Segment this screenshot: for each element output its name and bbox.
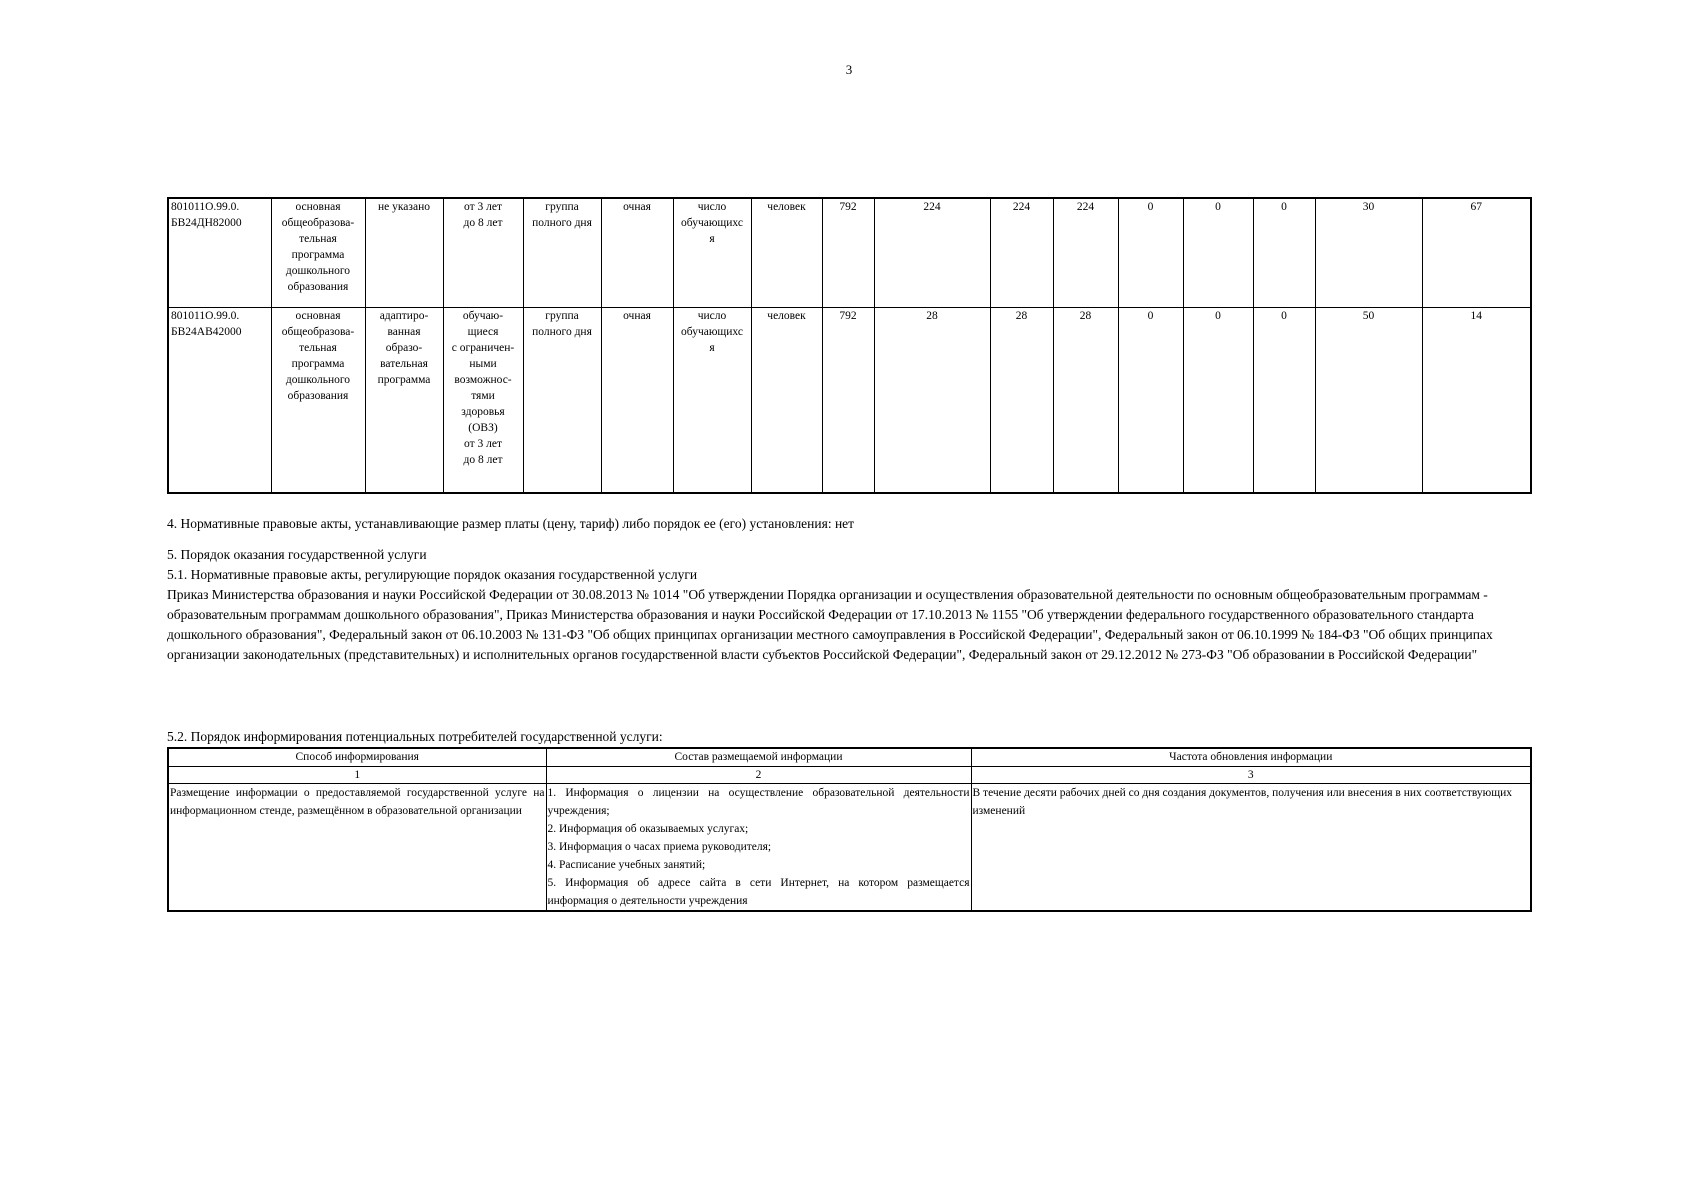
cell-line: БВ24ДН82000 bbox=[171, 217, 242, 229]
cell-line: полного дня bbox=[532, 326, 592, 338]
cell-line: группа bbox=[545, 201, 579, 213]
indicator-cell bbox=[673, 198, 751, 308]
cell-line: обучающихс bbox=[681, 326, 743, 338]
cell-line: тельная bbox=[299, 342, 337, 354]
cell-line: образования bbox=[287, 390, 349, 402]
value-cell-17: 14 bbox=[1422, 308, 1531, 494]
section-5-heading: 5. Порядок оказания государственной услуги bbox=[167, 547, 427, 562]
cell-line: не указано bbox=[378, 201, 430, 213]
cell-line: общеобразова- bbox=[281, 217, 355, 229]
cell-line: 801011О.99.0. bbox=[171, 201, 240, 213]
value-cell-16: 30 bbox=[1315, 198, 1422, 308]
informing-table-number-row bbox=[168, 767, 1531, 784]
cell-line: 801011О.99.0. bbox=[171, 310, 240, 322]
cell-line: с ограничен- bbox=[451, 342, 515, 354]
cell-line: очная bbox=[623, 310, 651, 322]
approved-value-cell: 224 bbox=[874, 198, 990, 308]
cell-line: обучаю- bbox=[462, 310, 504, 322]
value-cell-13: 0 bbox=[1118, 198, 1183, 308]
cell-line: число bbox=[697, 201, 727, 213]
cell-line: человек bbox=[767, 310, 806, 322]
cell-line: основная bbox=[295, 201, 341, 213]
legal-acts-paragraph: Приказ Министерства образования и науки Российской Федерации от 30.08.2013 № 1014 "Об утверждении Порядка организации и осуществления образовательной деятельности по основным общеобразовательным программам - образовательным программам дошкольного образования", Приказ Министерства образования и науки Российской Федерации от 17.10.2013 № 1155 "Об утверждении федерального государственного образовательного стандарта дошкольного образования", Федеральный закон от 06.10.2003 № 131-ФЗ "Об общих принципах организации местного самоуправления в Российской Федерации", Федеральный закон от 06.10.1999 № 184-ФЗ "Об общих принципах организации законодательных (представительных) и исполнительных органов государственной власти субъектов Российской Федерации", Федеральный закон от 29.12.2012 № 273-ФЗ "Об образовании в Российской Федерации" bbox=[167, 587, 1493, 662]
actual-value-cell: 28 bbox=[1053, 308, 1118, 494]
informing-method-cell: Размещение информации о предоставляемой государственной услуге на информационном стенде, размещённом в образовательной организации bbox=[168, 784, 546, 912]
program-cell bbox=[271, 308, 365, 494]
informing-frequency-cell: В течение десяти рабочих дней со дня создания документов, получения или внесения в них соответствующих изменений bbox=[971, 784, 1531, 912]
value-cell-14: 0 bbox=[1183, 198, 1253, 308]
cell-line: группа bbox=[545, 310, 579, 322]
program-type-cell bbox=[365, 308, 443, 494]
cell-line: адаптиро- bbox=[379, 310, 429, 322]
cell-line: здоровья bbox=[461, 406, 505, 418]
content-item: 3. Информация о часах приема руководителя; bbox=[547, 841, 772, 853]
informing-table bbox=[167, 747, 1532, 912]
content-item: 5. Информация об адресе сайта в сети Интернет, на котором размещается информация о деятельности учреждения bbox=[547, 877, 970, 907]
cell-line: программа bbox=[291, 249, 345, 261]
services-volume-table bbox=[167, 197, 1532, 494]
form-cell bbox=[601, 198, 673, 308]
section-5-1-heading: 5.1. Нормативные правовые акты, регулирующие порядок оказания государственной услуги bbox=[167, 567, 698, 582]
column-number-1: 1 bbox=[168, 767, 546, 784]
approved-year-value-cell: 224 bbox=[990, 198, 1053, 308]
cell-line: ванная bbox=[387, 326, 421, 338]
program-cell bbox=[271, 198, 365, 308]
cell-line: программа bbox=[291, 358, 345, 370]
approved-value-cell: 28 bbox=[874, 308, 990, 494]
cell-line: от 3 лет bbox=[464, 201, 502, 213]
okei-code-cell: 792 bbox=[822, 308, 874, 494]
header-method: Способ информирования bbox=[168, 748, 546, 767]
category-cell bbox=[443, 198, 523, 308]
service-row bbox=[168, 198, 1531, 308]
unit-cell bbox=[751, 198, 822, 308]
service-code-cell bbox=[168, 308, 271, 494]
header-frequency: Частота обновления информации bbox=[971, 748, 1531, 767]
cell-line: программа bbox=[377, 374, 431, 386]
category-cell bbox=[443, 308, 523, 494]
service-row bbox=[168, 308, 1531, 494]
cell-line: тельная bbox=[299, 233, 337, 245]
value-cell-13: 0 bbox=[1118, 308, 1183, 494]
cell-line: дошкольного bbox=[285, 265, 351, 277]
form-cell bbox=[601, 308, 673, 494]
okei-code-cell: 792 bbox=[822, 198, 874, 308]
group-cell bbox=[523, 308, 601, 494]
cell-line: образо- bbox=[385, 342, 423, 354]
value-cell-14: 0 bbox=[1183, 308, 1253, 494]
cell-line: возможнос- bbox=[454, 374, 512, 386]
indicator-cell bbox=[673, 308, 751, 494]
cell-line: (ОВЗ) bbox=[468, 422, 498, 434]
cell-line: число bbox=[697, 310, 727, 322]
value-cell-17: 67 bbox=[1422, 198, 1531, 308]
content-item: 1. Информация о лицензии на осуществление образовательной деятельности учреждения; bbox=[547, 787, 970, 817]
cell-line: ными bbox=[469, 358, 497, 370]
content-item: 4. Расписание учебных занятий; bbox=[547, 859, 706, 871]
informing-table-row bbox=[168, 784, 1531, 912]
cell-line: до 8 лет bbox=[463, 217, 503, 229]
informing-table-header-row bbox=[168, 748, 1531, 767]
cell-line: обучающихс bbox=[681, 217, 743, 229]
cell-line: я bbox=[709, 233, 715, 245]
approved-year-value-cell: 28 bbox=[990, 308, 1053, 494]
actual-value-cell: 224 bbox=[1053, 198, 1118, 308]
cell-line: полного дня bbox=[532, 217, 592, 229]
value-cell-15: 0 bbox=[1253, 198, 1315, 308]
column-number-2: 2 bbox=[546, 767, 971, 784]
unit-cell bbox=[751, 308, 822, 494]
content-item: 2. Информация об оказываемых услугах; bbox=[547, 823, 749, 835]
cell-line: вательная bbox=[380, 358, 428, 370]
cell-line: тями bbox=[471, 390, 495, 402]
cell-line: дошкольного bbox=[285, 374, 351, 386]
program-type-cell bbox=[365, 198, 443, 308]
cell-line: основная bbox=[295, 310, 341, 322]
value-cell-15: 0 bbox=[1253, 308, 1315, 494]
group-cell bbox=[523, 198, 601, 308]
cell-line: БВ24АВ42000 bbox=[171, 326, 242, 338]
section-4-paragraph: 4. Нормативные правовые акты, устанавливающие размер платы (цену, тариф) либо порядок ее (его) установления: нет bbox=[167, 516, 855, 531]
cell-line: очная bbox=[623, 201, 651, 213]
section-5-2-heading: 5.2. Порядок информирования потенциальных потребителей государственной услуги: bbox=[167, 729, 663, 744]
value-cell-16: 50 bbox=[1315, 308, 1422, 494]
service-code-cell bbox=[168, 198, 271, 308]
informing-content-cell bbox=[546, 784, 971, 912]
page-number: 3 bbox=[845, 62, 853, 77]
cell-line: образования bbox=[287, 281, 349, 293]
header-content: Состав размещаемой информации bbox=[546, 748, 971, 767]
cell-line: я bbox=[709, 342, 715, 354]
cell-line: человек bbox=[767, 201, 806, 213]
cell-line: до 8 лет bbox=[463, 454, 503, 466]
cell-line: общеобразова- bbox=[281, 326, 355, 338]
cell-line: щиеся bbox=[467, 326, 499, 338]
column-number-3: 3 bbox=[971, 767, 1531, 784]
cell-line: от 3 лет bbox=[464, 438, 502, 450]
